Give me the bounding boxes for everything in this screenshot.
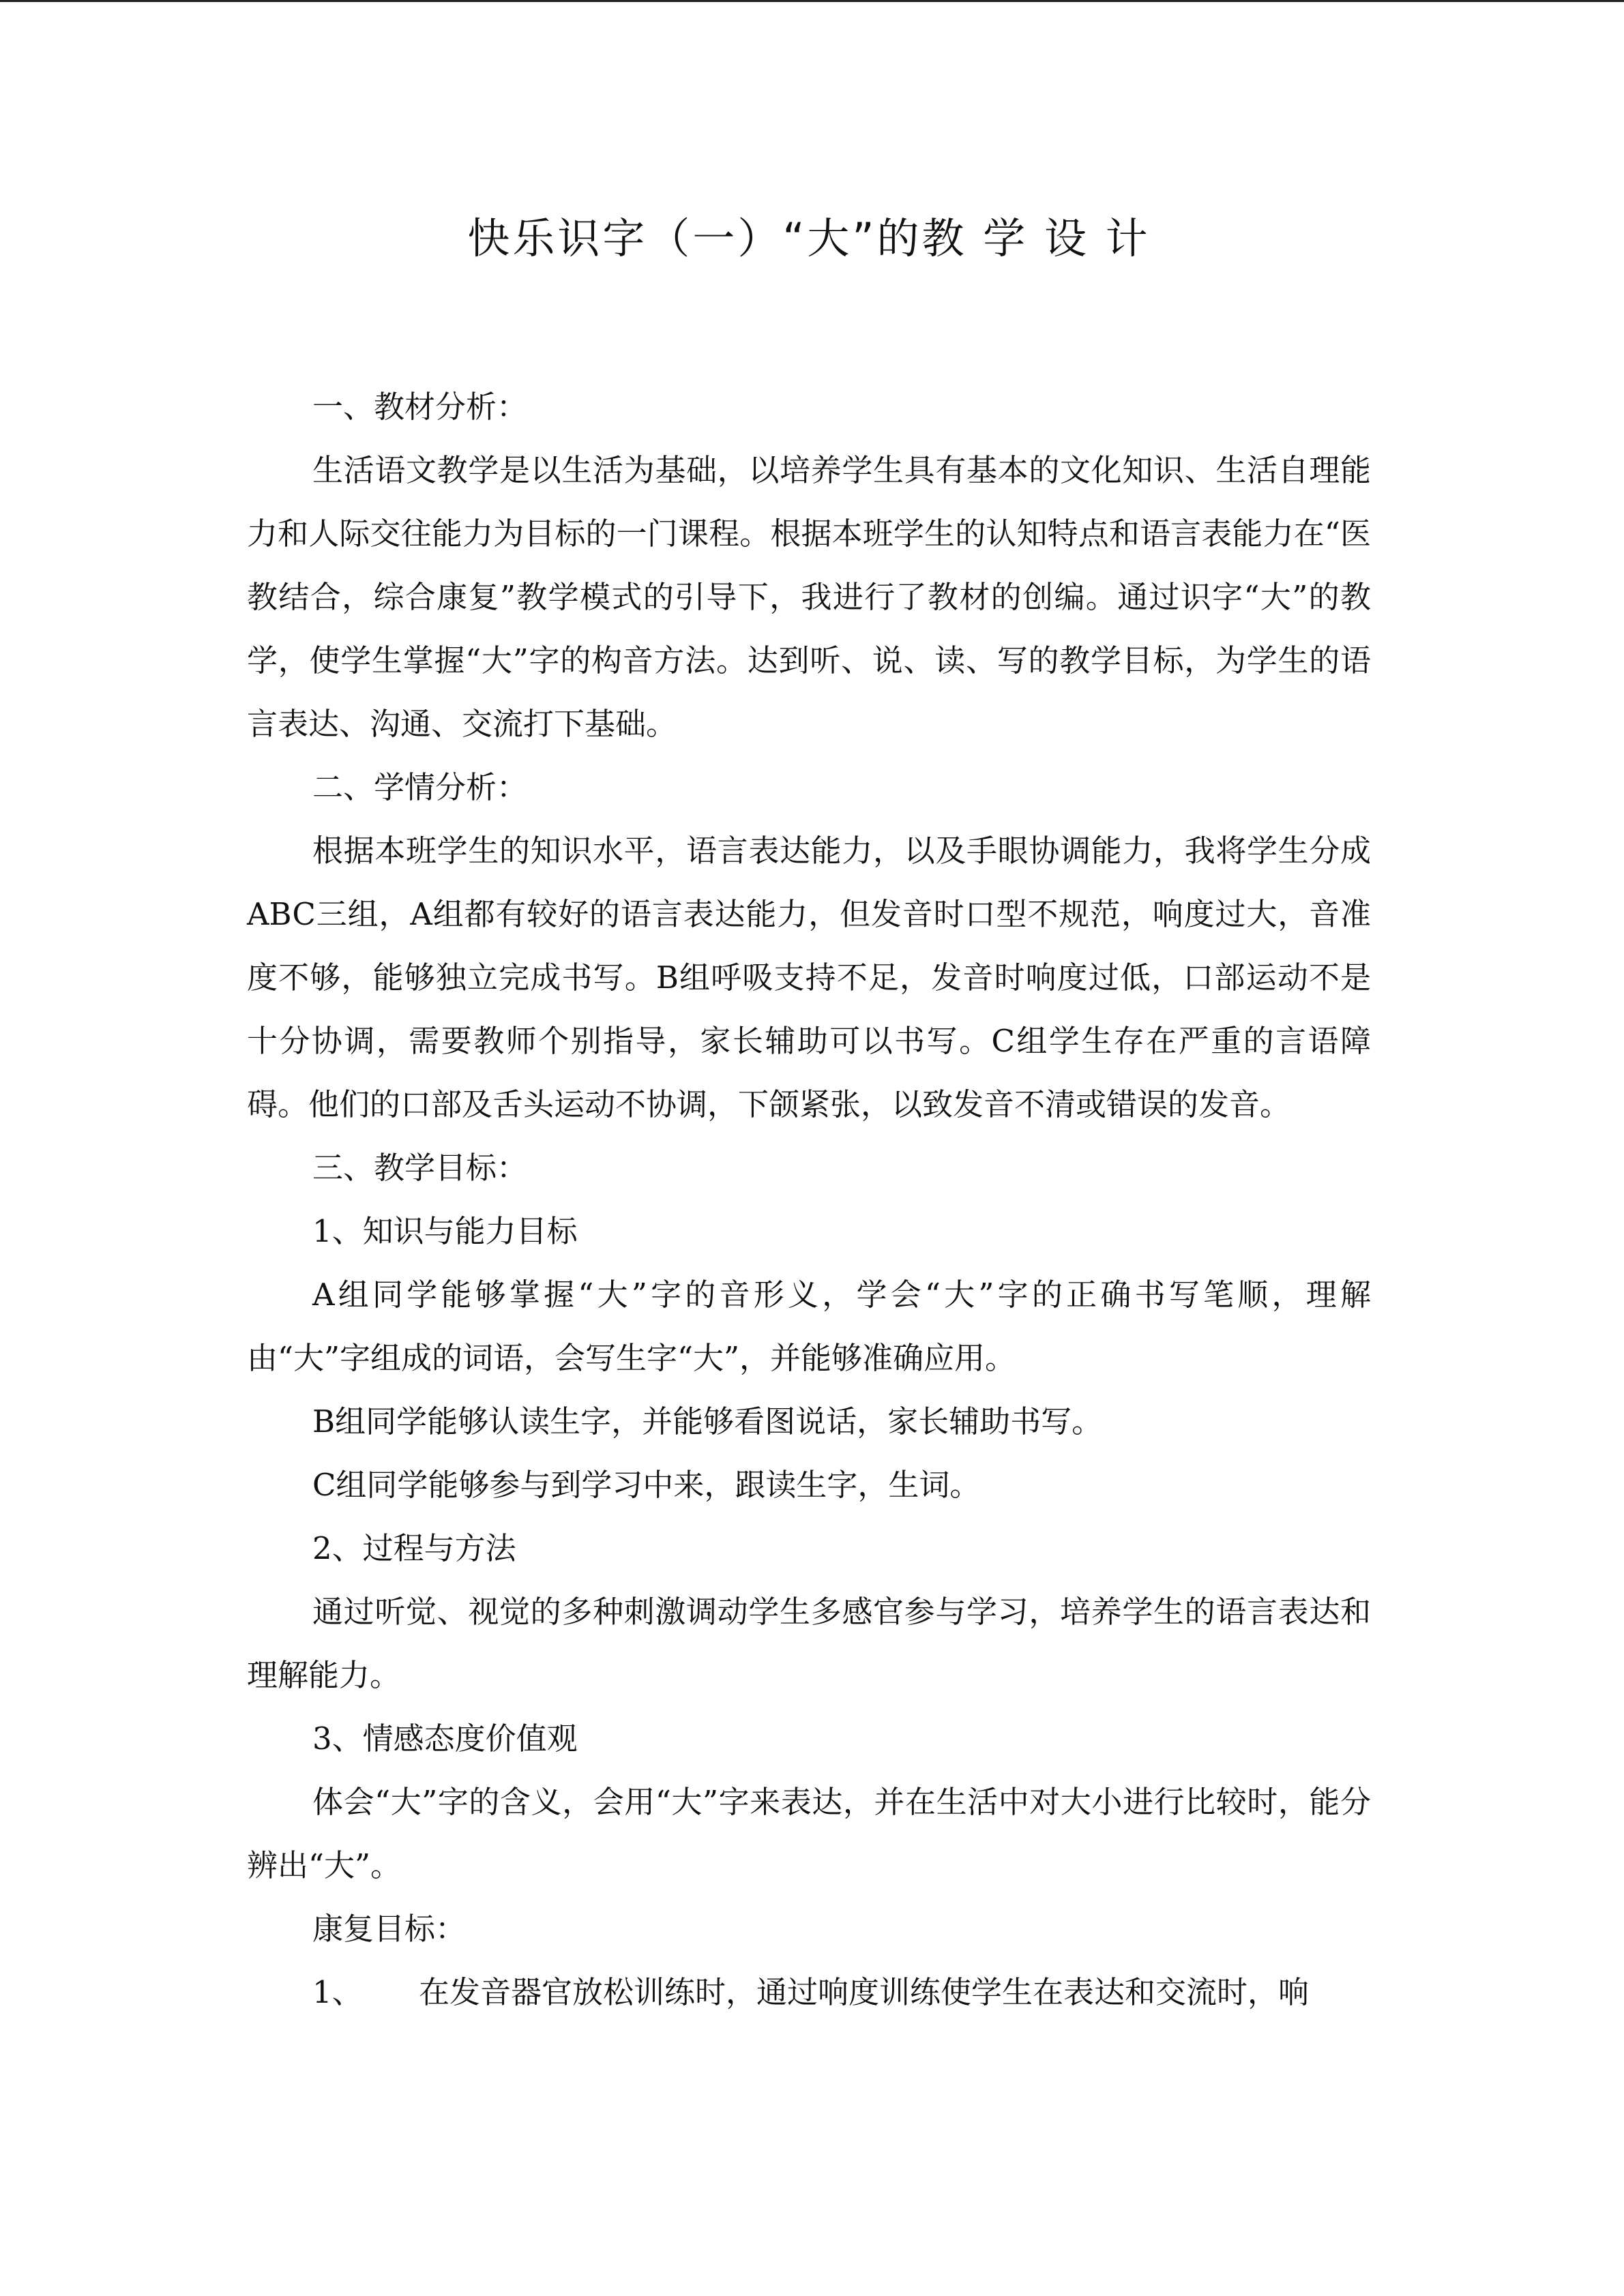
subheading-knowledge-ability: 1、知识与能力目标 <box>312 1213 578 1249</box>
paragraph-group-a-goal: A组同学能够掌握“大”字的音形义，学会“大”字的正确书写笔顺，理解由“大”字组成的词语，会写生字“大”，并能够准确应用。 <box>247 1277 1371 1376</box>
subheading-rehab-goals: 康复目标： <box>312 1911 467 1947</box>
section-heading-student-analysis: 二、学情分析： <box>312 769 528 805</box>
subheading-emotion-values: 3、情感态度价值观 <box>312 1720 578 1757</box>
page-top-border <box>0 0 1624 2</box>
rehab-goal-item-number: 1、 <box>312 1974 363 2010</box>
rehab-goal-item-1 <box>247 1960 1371 2024</box>
paragraph-material-analysis: 生活语文教学是以生活为基础，以培养学生具有基本的文化知识、生活自理能力和人际交往能力为目标的一门课程。根据本班学生的认知特点和语言表能力在“医教结合，综合康复”教学模式的引导下，我进行了教材的创编。通过识字“大”的教学，使学生掌握“大”字的构音方法。达到听、说、读、写的教学目标，为学生的语言表达、沟通、交流打下基础。 <box>247 452 1371 742</box>
document-title: 快乐识字（一）“大”的教 学 设 计 <box>467 213 1151 263</box>
paragraph-group-c-goal: C组同学能够参与到学习中来，跟读生字，生词。 <box>312 1467 981 1503</box>
paragraph-process-method: 通过听觉、视觉的多种刺激调动学生多感官参与学习，培养学生的语言表达和理解能力。 <box>247 1594 1371 1693</box>
document-page <box>247 205 1371 2024</box>
section-heading-teaching-goals: 三、教学目标： <box>312 1150 528 1186</box>
subheading-process-method: 2、过程与方法 <box>312 1530 516 1566</box>
section-heading-material-analysis: 一、教材分析： <box>312 389 528 425</box>
paragraph-emotion-values: 体会“大”字的含义，会用“大”字来表达，并在生活中对大小进行比较时，能分辨出“大”。 <box>247 1784 1371 1883</box>
paragraph-group-b-goal: B组同学能够认读生字，并能够看图说话，家长辅助书写。 <box>312 1403 1103 1440</box>
rehab-goal-item-text: 在发音器官放松训练时，通过响度训练使学生在表达和交流时，响 <box>419 1974 1310 2010</box>
paragraph-student-analysis: 根据本班学生的知识水平，语言表达能力，以及手眼协调能力，我将学生分成ABC三组，A组都有较好的语言表达能力，但发音时口型不规范，响度过大，音准度不够，能够独立完成书写。B组呼吸支持不足，发音时响度过低，口部运动不是十分协调，需要教师个别指导，家长辅助可以书写。C组学生存在严重的言语障碍。他们的口部及舌头运动不协调，下颌紧张，以致发音不清或错误的发音。 <box>247 833 1371 1122</box>
